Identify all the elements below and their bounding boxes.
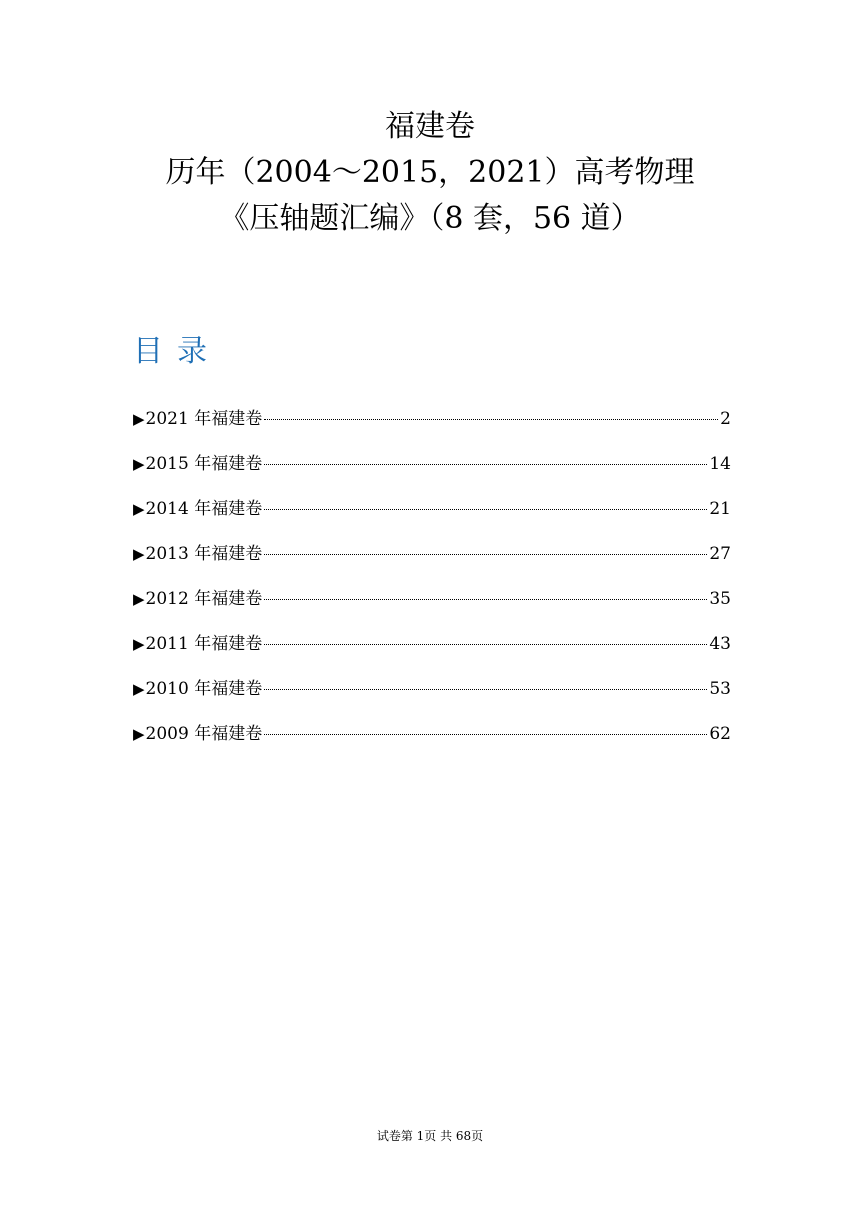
toc-dot-leader [264, 464, 707, 465]
toc-item-2021[interactable] [133, 404, 731, 449]
toc-item-page: 14 [709, 454, 731, 474]
toc-item-page: 43 [709, 634, 731, 654]
toc-item-label: 2015 年福建卷 [145, 454, 263, 474]
toc-item-label: 2009 年福建卷 [145, 724, 263, 744]
toc-dot-leader [264, 599, 707, 600]
toc-item-2012[interactable] [133, 584, 731, 629]
triangle-right-icon: ▶ [133, 410, 145, 428]
toc-item-page: 27 [709, 544, 731, 564]
toc-item-2009[interactable] [133, 719, 731, 764]
toc-heading: 目录 [133, 334, 221, 369]
triangle-right-icon: ▶ [133, 455, 145, 473]
toc-item-page: 62 [709, 724, 731, 744]
toc-dot-leader [264, 644, 707, 645]
toc-list [133, 404, 731, 764]
toc-dot-leader [264, 554, 707, 555]
toc-item-page: 2 [720, 409, 731, 429]
toc-item-label: 2010 年福建卷 [145, 679, 263, 699]
triangle-right-icon: ▶ [133, 725, 145, 743]
toc-item-label: 2012 年福建卷 [145, 589, 263, 609]
triangle-right-icon: ▶ [133, 680, 145, 698]
toc-item-page: 21 [709, 499, 731, 519]
toc-item-label: 2013 年福建卷 [145, 544, 263, 564]
toc-item-label: 2011 年福建卷 [145, 634, 263, 654]
toc-item-2013[interactable] [133, 539, 731, 584]
toc-dot-leader [264, 734, 707, 735]
title-line-2: 历年（2004～2015，2021）高考物理 [165, 155, 695, 190]
title-line-1: 福建卷 [385, 109, 475, 144]
document-title [0, 104, 860, 242]
toc-dot-leader [264, 689, 707, 690]
toc-item-2011[interactable] [133, 629, 731, 674]
toc-item-page: 35 [709, 589, 731, 609]
toc-item-2010[interactable] [133, 674, 731, 719]
toc-item-label: 2021 年福建卷 [145, 409, 263, 429]
toc-item-page: 53 [709, 679, 731, 699]
page-footer: 试卷第 1页 共 68页 [376, 1129, 484, 1143]
toc-item-2015[interactable] [133, 449, 731, 494]
toc-item-2014[interactable] [133, 494, 731, 539]
toc-dot-leader [264, 509, 707, 510]
triangle-right-icon: ▶ [133, 635, 145, 653]
toc-dot-leader [264, 419, 718, 420]
title-line-3: 《压轴题汇编》（8 套，56 道） [219, 201, 641, 236]
toc-item-label: 2014 年福建卷 [145, 499, 263, 519]
triangle-right-icon: ▶ [133, 500, 145, 518]
triangle-right-icon: ▶ [133, 545, 145, 563]
triangle-right-icon: ▶ [133, 590, 145, 608]
